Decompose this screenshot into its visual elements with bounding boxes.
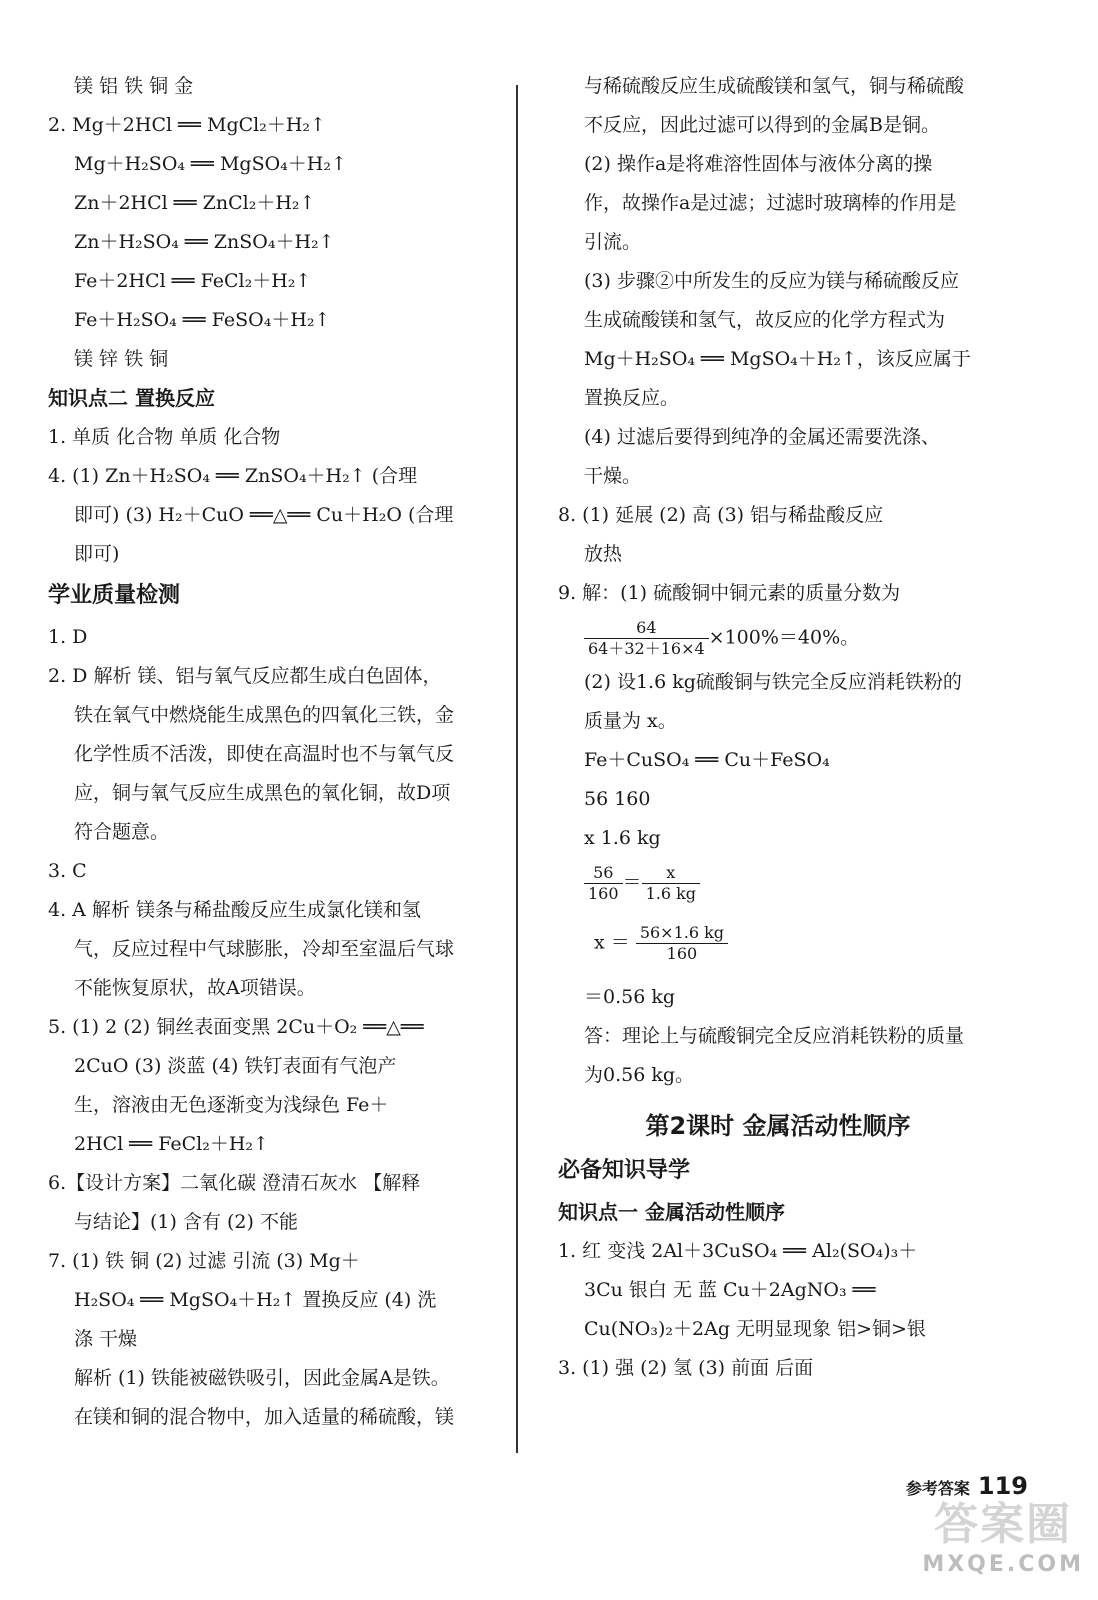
text-line: Zn＋2HCl ══ ZnCl₂＋H₂↑: [74, 192, 316, 214]
fraction: $\frac{56}{160}$: [584, 863, 623, 904]
text-line: Zn＋H₂SO₄ ══ ZnSO₄＋H₂↑: [74, 231, 335, 253]
text-line: 在镁和铜的混合物中，加入适量的稀硫酸，镁: [74, 1406, 455, 1428]
text-line: 3. C: [48, 860, 87, 882]
left-column: [48, 72, 488, 1442]
text-line: 2HCl ══ FeCl₂＋H₂↑: [74, 1133, 269, 1155]
text-line: 放热: [584, 543, 623, 565]
footer-label: 参考答案: [905, 1479, 970, 1498]
text-line: 7. (1) 铁 铜 (2) 过滤 引流 (3) Mg＋: [48, 1250, 360, 1272]
text-line: 生，溶液由无色逐渐变为浅绿色 Fe＋: [74, 1094, 389, 1116]
text-line: 1. 单质 化合物 单质 化合物: [48, 426, 281, 448]
text-line: 1. 红 变浅 2Al＋3CuSO₄ ══ Al₂(SO₄)₃＋: [558, 1240, 918, 1262]
text-line: Fe＋H₂SO₄ ══ FeSO₄＋H₂↑: [74, 309, 331, 331]
column-divider: [516, 85, 518, 1453]
text-line: 与结论】(1) 含有 (2) 不能: [74, 1211, 298, 1233]
text-line: 引流。: [584, 231, 642, 253]
text-line: 置换反应。: [584, 387, 680, 409]
text-line: 6.【设计方案】二氧化碳 澄清石灰水 【解释: [48, 1172, 421, 1194]
text-line: 答：理论上与硫酸铜完全反应消耗铁粉的质量: [584, 1025, 965, 1047]
subsection-title: 知识点一 金属活动性顺序: [558, 1200, 785, 1224]
text-line: 应，铜与氧气反应生成黑色的氧化铜，故D项: [74, 782, 451, 804]
text-line: 为0.56 kg。: [584, 1064, 695, 1086]
text-line: (2) 设1.6 kg硫酸铜与铁完全反应消耗铁粉的: [584, 671, 962, 693]
fraction-line-3: x ＝ $\frac{56\times 1.6 kg}{160}$: [558, 923, 998, 983]
text-line: 知识点二 置换反应: [48, 386, 215, 410]
text-line: ＝0.56 kg: [584, 986, 676, 1008]
text-line: 镁 铝 铁 铜 金: [74, 75, 194, 97]
text-line: 不反应，因此过滤可以得到的金属B是铜。: [584, 114, 940, 136]
text-line: 作，故操作a是过滤；过滤时玻璃棒的作用是: [584, 192, 957, 214]
chapter-title: 第2课时 金属活动性顺序: [645, 1112, 911, 1140]
watermark-text: 答案圈: [934, 1499, 1073, 1550]
fraction-line-1: $\frac{64}{64+32+16\times 4}$ ×100%＝40%。: [558, 618, 998, 668]
text-line: 镁 锌 铁 铜: [74, 348, 169, 370]
text-line: (4) 过滤后要得到纯净的金属还需要洗涤、: [584, 426, 940, 448]
text-line: (2) 操作a是将难溶性固体与液体分离的操: [584, 153, 933, 175]
text-line: Fe＋CuSO₄ ══ Cu＋FeSO₄: [584, 749, 830, 771]
text-line: 铁在氧气中燃烧能生成黑色的四氧化三铁，金: [74, 704, 455, 726]
text-line: 1. D: [48, 626, 88, 648]
text-line: Fe＋2HCl ══ FeCl₂＋H₂↑: [74, 270, 312, 292]
text-line: 5. (1) 2 (2) 铜丝表面变黑 2Cu＋O₂ ══△══: [48, 1016, 424, 1038]
text-line: 3. (1) 强 (2) 氢 (3) 前面 后面: [558, 1357, 814, 1379]
text-line: H₂SO₄ ══ MgSO₄＋H₂↑ 置换反应 (4) 洗: [74, 1289, 437, 1311]
text-line: x 1.6 kg: [584, 827, 661, 849]
fraction: $\frac{x}{1.6 kg}$: [642, 863, 700, 904]
text-line: 气，反应过程中气球膨胀，冷却至室温后气球: [74, 938, 455, 960]
text-line: 即可) (3) H₂＋CuO ══△══ Cu＋H₂O (合理: [74, 504, 454, 526]
text-line: 学业质量检测: [48, 583, 181, 608]
fraction: $\frac{56\times 1.6 kg}{160}$: [636, 923, 728, 964]
text-line: 2. Mg＋2HCl ══ MgCl₂＋H₂↑: [48, 114, 326, 136]
text-line: 即可): [74, 543, 120, 565]
text-line: 2CuO (3) 淡蓝 (4) 铁钉表面有气泡产: [74, 1055, 397, 1077]
text-line: Cu(NO₃)₂＋2Ag 无明显现象 铝>铜>银: [584, 1318, 926, 1340]
watermark-logo: [922, 1488, 1084, 1577]
right-column: [558, 72, 998, 1393]
page-number: 119: [977, 1472, 1028, 1500]
text-line: Mg＋H₂SO₄ ══ MgSO₄＋H₂↑: [74, 153, 347, 175]
text-line: Mg＋H₂SO₄ ══ MgSO₄＋H₂↑，该反应属于: [584, 348, 971, 370]
text-line: 化学性质不活泼，即使在高温时也不与氧气反: [74, 743, 455, 765]
section-title: 必备知识导学: [558, 1158, 691, 1183]
text-line: (3) 步骤②中所发生的反应为镁与稀硫酸反应: [584, 270, 959, 292]
watermark-url: MXQE.COM: [922, 1552, 1084, 1577]
text-line: 与稀硫酸反应生成硫酸镁和氢气，铜与稀硫酸: [584, 75, 965, 97]
text-line: 不能恢复原状，故A项错误。: [74, 977, 316, 999]
fraction: $\frac{64}{64+32+16\times 4}$: [584, 618, 709, 659]
text-line: 质量为 x。: [584, 710, 677, 732]
text-line: 生成硫酸镁和氢气，故反应的化学方程式为: [584, 309, 946, 331]
text-line: 4. (1) Zn＋H₂SO₄ ══ ZnSO₄＋H₂↑ (合理: [48, 465, 418, 487]
text-line: 解析 (1) 铁能被磁铁吸引，因此金属A是铁。: [74, 1367, 450, 1389]
text-line: 符合题意。: [74, 821, 170, 843]
text-line: 4. A 解析 镁条与稀盐酸反应生成氯化镁和氢: [48, 899, 421, 921]
text-line: 干燥。: [584, 465, 642, 487]
text-line: 8. (1) 延展 (2) 高 (3) 铝与稀盐酸反应: [558, 504, 884, 526]
text-line: 2. D 解析 镁、铝与氧气反应都生成白色固体，: [48, 665, 442, 687]
fraction-line-2: $\frac{56}{160}$ ＝ $\frac{x}{1.6 kg}$: [558, 863, 998, 923]
text-line: 56 160: [584, 788, 651, 810]
text-line: 9. 解：(1) 硫酸铜中铜元素的质量分数为: [558, 582, 901, 604]
text-line: 3Cu 银白 无 蓝 Cu＋2AgNO₃ ══: [584, 1279, 876, 1301]
text-line: 涤 干燥: [74, 1328, 138, 1350]
